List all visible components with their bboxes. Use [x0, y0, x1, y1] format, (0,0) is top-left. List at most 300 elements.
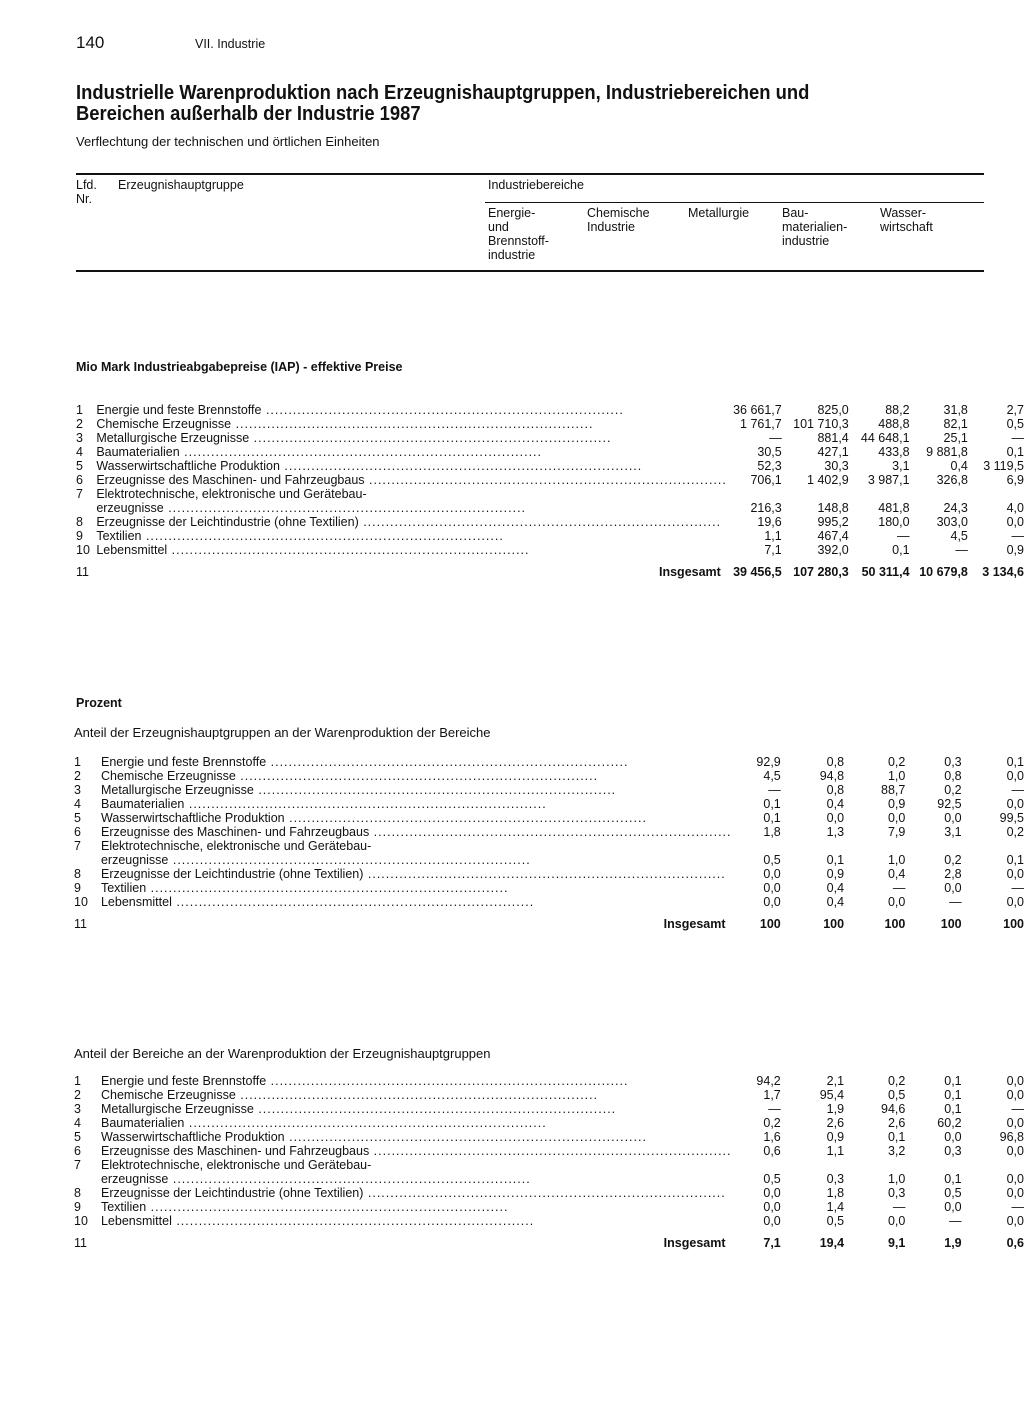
cell-col-5: 0,0: [1006, 1116, 1024, 1130]
row-label: [96, 487, 727, 501]
row-label: [101, 755, 732, 769]
cell-col-4: 0,4: [950, 459, 968, 473]
row-label: [101, 1116, 732, 1130]
row-label-text: Textilien: [96, 529, 142, 543]
leader-dots: ................................................................................: [168, 853, 531, 867]
row-label-text: Erzeugnisse der Leichtindustrie (ohne Textilien): [96, 515, 359, 529]
row-label-text: Textilien: [100, 881, 147, 895]
cell-col-3: 481,8: [878, 501, 910, 515]
leader-dots: ................................................................................: [253, 783, 617, 797]
row-number: 5: [76, 459, 83, 473]
cell-col-3: 44 648,1: [860, 431, 910, 445]
row-number: 10: [76, 543, 90, 557]
cell-col-2: 0,8: [826, 783, 845, 797]
section-3-table: [74, 1074, 1024, 1250]
cell-col-2: 0,9: [826, 867, 845, 881]
row-number: 5: [74, 1130, 81, 1144]
cell-col-2: 1,3: [826, 825, 845, 839]
row-label: [96, 515, 727, 529]
row-label: [101, 1214, 732, 1228]
cell-col-5: —: [1011, 431, 1024, 445]
cell-col-4: 0,1: [944, 1172, 962, 1186]
leader-dots: ................................................................................: [184, 1116, 547, 1130]
row-label-text: Chemische Erzeugnisse: [96, 417, 232, 431]
row-number: [76, 501, 96, 515]
row-label: [96, 543, 727, 557]
cell-col-5: —: [1011, 881, 1024, 895]
table-row: [74, 867, 1024, 881]
cell-col-1: [727, 487, 782, 501]
cell-col-5: 3 134,6: [982, 565, 1024, 579]
cell-col-5: 2,7: [1006, 403, 1024, 417]
leader-dots: ................................................................................: [266, 1074, 629, 1088]
cell-col-5: [962, 1158, 1024, 1172]
row-label-text: erzeugnisse: [96, 501, 164, 515]
cell-col-5: 6,9: [1006, 473, 1024, 487]
table-row: [76, 487, 1024, 501]
cell-col-1: 0,2: [763, 1116, 781, 1130]
cell-col-1: 52,3: [757, 459, 782, 473]
cell-col-4: 0,5: [944, 1186, 962, 1200]
row-label-text: Lebensmittel: [100, 1214, 172, 1228]
cell-col-4: —: [955, 543, 968, 557]
col-head-industry: Industriebereiche: [488, 178, 584, 192]
row-label-text: Erzeugnisse der Leichtindustrie (ohne Textilien): [100, 867, 364, 881]
header-bottom-rule: [76, 270, 984, 272]
cell-col-5: 0,0: [1006, 1186, 1024, 1200]
cell-col-1: 0,0: [763, 1214, 781, 1228]
cell-col-1: 706,1: [750, 473, 782, 487]
cell-col-1: 0,0: [763, 1186, 781, 1200]
row-number: 11: [74, 1236, 87, 1250]
col-head-group: Erzeugnishauptgruppe: [118, 178, 244, 192]
table-row: [74, 1102, 1024, 1116]
cell-col-4: 92,5: [937, 797, 962, 811]
cell-col-3: 0,0: [887, 1214, 906, 1228]
cell-col-3: 488,8: [878, 417, 910, 431]
cell-col-3: [844, 839, 905, 853]
cell-col-2: 1,9: [826, 1102, 845, 1116]
cell-col-5: 0,0: [1006, 1088, 1024, 1102]
cell-col-2: 30,3: [824, 459, 849, 473]
section-2-note: Anteil der Erzeugnishauptgruppen an der Warenproduktion der Bereiche: [74, 725, 491, 740]
col-head-building-materials: Bau- materialien- industrie: [782, 206, 848, 248]
cell-col-4: 2,8: [944, 867, 962, 881]
table-row: [76, 431, 1024, 445]
cell-col-4: [905, 839, 961, 853]
row-label-text: erzeugnisse: [100, 853, 169, 867]
table-row: [74, 825, 1024, 839]
leader-dots: ................................................................................: [179, 445, 543, 459]
row-number: 3: [74, 783, 81, 797]
cell-col-1: [732, 839, 781, 853]
row-label: [101, 1074, 732, 1088]
cell-col-1: 0,0: [763, 895, 781, 909]
row-label-text: Insgesamt: [663, 1236, 726, 1250]
row-label: [101, 881, 732, 895]
leader-dots: ................................................................................: [284, 811, 647, 825]
row-number: 7: [76, 487, 83, 501]
row-number: 7: [74, 839, 81, 853]
cell-col-5: 0,0: [1006, 515, 1024, 529]
cell-col-1: 1 761,7: [740, 417, 782, 431]
row-number: 1: [76, 403, 83, 417]
row-label-text: Baumaterialien: [96, 445, 180, 459]
cell-col-1: 216,3: [750, 501, 782, 515]
row-label-text: Erzeugnisse der Leichtindustrie (ohne Textilien): [100, 1186, 364, 1200]
cell-col-2: 1,4: [826, 1200, 845, 1214]
cell-col-1: 19,6: [757, 515, 782, 529]
cell-col-2: 0,4: [826, 895, 845, 909]
leader-dots: ................................................................................: [369, 1144, 732, 1158]
cell-col-4: 1,9: [944, 1236, 962, 1250]
cell-col-1: 39 456,5: [733, 565, 782, 579]
table-row: [74, 895, 1024, 909]
cell-col-1: —: [768, 783, 781, 797]
row-label: [101, 1088, 732, 1102]
cell-col-4: 0,0: [944, 1200, 962, 1214]
cell-col-3: 1,0: [887, 853, 906, 867]
row-label: [101, 1144, 732, 1158]
col-head-water: Wasser- wirtschaft: [880, 206, 933, 234]
table-row: [76, 403, 1024, 417]
cell-col-3: 0,4: [887, 867, 906, 881]
row-label: [101, 769, 732, 783]
cell-col-2: 427,1: [817, 445, 849, 459]
section-2-table: [74, 755, 1024, 931]
page-subtitle: Verflechtung der technischen und örtlichen Einheiten: [76, 134, 380, 149]
row-number: 8: [76, 515, 83, 529]
cell-col-2: 0,8: [826, 755, 845, 769]
row-number: 10: [74, 1214, 88, 1228]
table-row: [74, 783, 1024, 797]
row-label: [101, 811, 732, 825]
leader-dots: ................................................................................: [284, 1130, 647, 1144]
row-number: 8: [74, 1186, 81, 1200]
cell-col-4: 9 881,8: [926, 445, 968, 459]
cell-col-2: 100: [823, 917, 845, 931]
cell-col-1: 92,9: [756, 755, 781, 769]
row-label: [101, 1158, 732, 1172]
section-1-heading: Mio Mark Industrieabgabepreise (IAP) - effektive Preise: [76, 360, 403, 374]
cell-col-5: [968, 487, 1024, 501]
row-label: [101, 1186, 732, 1200]
row-label: [96, 417, 727, 431]
leader-dots: ................................................................................: [253, 1102, 617, 1116]
cell-col-3: 0,0: [887, 811, 906, 825]
cell-col-5: 96,8: [999, 1130, 1024, 1144]
section-3-note: Anteil der Bereiche an der Warenproduktion der Erzeugnishauptgruppen: [74, 1046, 491, 1061]
cell-col-2: 148,8: [817, 501, 849, 515]
row-label-text: Elektrotechnische, elektronische und Gerätebau-: [100, 839, 372, 853]
row-label: [96, 403, 727, 417]
chapter-title: VII. Industrie: [195, 37, 266, 51]
row-label-text: Energie und feste Brennstoffe: [100, 1074, 267, 1088]
section-2-heading: Prozent: [76, 696, 122, 710]
cell-col-3: 88,2: [885, 403, 910, 417]
cell-col-4: 3,1: [944, 825, 962, 839]
cell-col-1: 0,6: [763, 1144, 781, 1158]
cell-col-1: —: [768, 1102, 781, 1116]
cell-col-4: 60,2: [937, 1116, 962, 1130]
row-label: [96, 459, 727, 473]
cell-col-2: 1,8: [826, 1186, 845, 1200]
row-number: 2: [74, 769, 81, 783]
cell-col-2: 2,6: [826, 1116, 845, 1130]
row-label-text: erzeugnisse: [100, 1172, 169, 1186]
row-label: [96, 501, 727, 515]
row-label: [101, 867, 732, 881]
row-number: 7: [74, 1158, 81, 1172]
row-label-text: Elektrotechnische, elektronische und Gerätebau-: [100, 1158, 372, 1172]
row-number: 6: [74, 825, 81, 839]
row-label-text: Elektrotechnische, elektronische und Gerätebau-: [96, 487, 367, 501]
cell-col-3: 1,0: [887, 1172, 906, 1186]
cell-col-3: 100: [884, 917, 906, 931]
cell-col-3: [844, 1158, 905, 1172]
row-label-text: Wasserwirtschaftliche Produktion: [100, 811, 285, 825]
row-label-text: Chemische Erzeugnisse: [100, 1088, 236, 1102]
cell-col-2: 1,1: [826, 1144, 845, 1158]
cell-col-4: 0,1: [944, 1074, 962, 1088]
cell-col-2: [781, 1158, 844, 1172]
cell-col-4: 326,8: [936, 473, 968, 487]
row-label-text: Lebensmittel: [96, 543, 168, 557]
cell-col-3: 1,0: [887, 769, 906, 783]
cell-col-5: 0,9: [1006, 543, 1024, 557]
cell-col-5: 4,0: [1006, 501, 1024, 515]
cell-col-4: 31,8: [943, 403, 968, 417]
leader-dots: ................................................................................: [235, 769, 599, 783]
cell-col-1: 0,1: [763, 797, 781, 811]
col-head-energy: Energie- und Brennstoff- industrie: [488, 206, 549, 262]
row-number: 3: [74, 1102, 81, 1116]
cell-col-3: 0,1: [892, 543, 910, 557]
cell-col-5: 0,0: [1006, 895, 1024, 909]
cell-col-2: 0,3: [826, 1172, 845, 1186]
leader-dots: ................................................................................: [171, 895, 535, 909]
cell-col-4: 0,8: [944, 769, 962, 783]
cell-col-4: 25,1: [943, 431, 968, 445]
cell-col-4: 0,0: [944, 1130, 962, 1144]
leader-dots: ................................................................................: [231, 417, 594, 431]
table-row: [74, 1172, 1024, 1186]
page-number: 140: [76, 33, 105, 52]
table-row: [74, 769, 1024, 783]
row-number: 4: [74, 1116, 81, 1130]
cell-col-1: 1,6: [763, 1130, 781, 1144]
table-row: [76, 473, 1024, 487]
cell-col-2: 19,4: [819, 1236, 845, 1250]
row-label: [96, 473, 727, 487]
cell-col-4: —: [949, 895, 962, 909]
row-number: [74, 1172, 101, 1186]
cell-col-1: 4,5: [763, 769, 781, 783]
row-number: 2: [76, 417, 83, 431]
row-number: 1: [74, 755, 81, 769]
cell-col-3: 0,0: [887, 895, 906, 909]
cell-col-4: 24,3: [943, 501, 968, 515]
cell-col-1: 100: [759, 917, 781, 931]
table-row: [76, 445, 1024, 459]
row-label: [101, 797, 732, 811]
leader-dots: ................................................................................: [141, 529, 504, 543]
leader-dots: ................................................................................: [167, 543, 530, 557]
row-number: 9: [74, 881, 81, 895]
row-label: [101, 1228, 732, 1250]
cell-col-4: [905, 1158, 961, 1172]
table-row: [74, 1158, 1024, 1172]
cell-col-2: 0,4: [826, 797, 845, 811]
row-label-text: Textilien: [100, 1200, 147, 1214]
row-label-text: Insgesamt: [663, 917, 726, 931]
cell-col-3: 433,8: [878, 445, 910, 459]
cell-col-3: 0,5: [887, 1088, 906, 1102]
leader-dots: ................................................................................: [363, 1186, 726, 1200]
row-label-text: Energie und feste Brennstoffe: [100, 755, 267, 769]
cell-col-5: 0,0: [1006, 1172, 1024, 1186]
cell-col-2: 0,4: [826, 881, 845, 895]
row-label: [101, 1130, 732, 1144]
cell-col-3: —: [892, 881, 906, 895]
leader-dots: ................................................................................: [261, 403, 624, 417]
cell-col-5: 0,0: [1006, 769, 1024, 783]
row-number: 3: [76, 431, 83, 445]
table-row: [74, 1074, 1024, 1088]
cell-col-2: 467,4: [817, 529, 849, 543]
row-label: [96, 445, 727, 459]
row-number: 2: [74, 1088, 81, 1102]
leader-dots: ................................................................................: [146, 881, 509, 895]
total-row: [74, 909, 1024, 931]
cell-col-2: 0,9: [826, 1130, 845, 1144]
cell-col-5: —: [1011, 529, 1024, 543]
cell-col-3: 0,1: [887, 1130, 906, 1144]
leader-dots: ................................................................................: [364, 473, 727, 487]
cell-col-3: 94,6: [881, 1102, 906, 1116]
table-row: [74, 1116, 1024, 1130]
cell-col-4: 0,2: [944, 853, 962, 867]
cell-col-5: 0,0: [1006, 1074, 1024, 1088]
row-number: [74, 853, 101, 867]
cell-col-4: 4,5: [950, 529, 968, 543]
cell-col-4: —: [949, 1214, 962, 1228]
cell-col-2: 995,2: [817, 515, 849, 529]
row-number: 6: [74, 1144, 81, 1158]
cell-col-5: 0,0: [1006, 797, 1024, 811]
leader-dots: ................................................................................: [168, 1172, 531, 1186]
cell-col-4: [910, 487, 968, 501]
leader-dots: ................................................................................: [279, 459, 643, 473]
row-label: [101, 839, 732, 853]
table-row: [74, 1214, 1024, 1228]
row-label-text: Energie und feste Brennstoffe: [96, 403, 262, 417]
cell-col-3: 0,9: [887, 797, 906, 811]
cell-col-5: 0,1: [1006, 445, 1024, 459]
cell-col-4: 303,0: [936, 515, 968, 529]
page-title: Industrielle Warenproduktion nach Erzeugnishauptgruppen, Industriebereichen und Bereichen außerhalb der Industrie 1987: [76, 82, 810, 125]
cell-col-4: 0,0: [944, 881, 962, 895]
cell-col-4: 0,2: [944, 783, 962, 797]
leader-dots: ................................................................................: [163, 501, 527, 515]
leader-dots: ................................................................................: [171, 1214, 535, 1228]
cell-col-2: 0,5: [826, 1214, 845, 1228]
row-number: 11: [74, 917, 87, 931]
leader-dots: ................................................................................: [235, 1088, 599, 1102]
cell-col-3: 3 987,1: [867, 473, 910, 487]
table-row: [74, 797, 1024, 811]
header-top-rule: [76, 173, 984, 175]
row-label: [101, 895, 732, 909]
section-1-table: [76, 403, 1024, 579]
row-number: 9: [74, 1200, 81, 1214]
cell-col-2: 2,1: [826, 1074, 845, 1088]
cell-col-5: [962, 839, 1024, 853]
row-number: 6: [76, 473, 83, 487]
total-row: [76, 557, 1024, 579]
row-number: 1: [74, 1074, 81, 1088]
row-label: [96, 557, 727, 579]
row-label: [101, 1102, 732, 1116]
cell-col-1: 0,0: [763, 867, 781, 881]
cell-col-3: 180,0: [878, 515, 910, 529]
table-row: [76, 515, 1024, 529]
col-head-chemistry: Chemische Industrie: [587, 206, 650, 234]
cell-col-5: 0,1: [1006, 755, 1024, 769]
col-head-metallurgy: Metallurgie: [688, 206, 750, 220]
row-label: [101, 1200, 732, 1214]
row-label-text: Chemische Erzeugnisse: [100, 769, 236, 783]
leader-dots: ................................................................................: [266, 755, 629, 769]
leader-dots: ................................................................................: [146, 1200, 509, 1214]
cell-col-5: —: [1011, 1102, 1024, 1116]
cell-col-5: —: [1011, 1200, 1024, 1214]
row-label: [96, 431, 727, 445]
cell-col-1: —: [769, 431, 782, 445]
cell-col-2: 881,4: [817, 431, 849, 445]
row-label-text: Metallurgische Erzeugnisse: [100, 783, 254, 797]
cell-col-3: —: [892, 1200, 906, 1214]
leader-dots: ................................................................................: [184, 797, 547, 811]
industry-rule: [485, 202, 984, 203]
row-label: [101, 853, 732, 867]
row-label-text: Erzeugnisse des Maschinen- und Fahrzeugbaus: [100, 1144, 370, 1158]
row-number: 4: [74, 797, 81, 811]
table-row: [74, 1088, 1024, 1102]
col-head-nr: Lfd. Nr.: [76, 178, 97, 206]
row-number: 5: [74, 811, 81, 825]
row-label-text: Erzeugnisse des Maschinen- und Fahrzeugbaus: [100, 825, 370, 839]
cell-col-3: 50 311,4: [861, 565, 910, 579]
cell-col-3: 0,2: [887, 755, 906, 769]
cell-col-4: 100: [940, 917, 962, 931]
cell-col-1: 94,2: [756, 1074, 781, 1088]
table-row: [74, 881, 1024, 895]
table-row: [76, 501, 1024, 515]
row-label: [101, 1172, 732, 1186]
cell-col-2: 101 710,3: [793, 417, 849, 431]
table-row: [76, 529, 1024, 543]
table-row: [74, 811, 1024, 825]
cell-col-5: 3 119,5: [983, 459, 1024, 473]
table-row: [76, 543, 1024, 557]
table-row: [74, 1130, 1024, 1144]
cell-col-5: 0,5: [1006, 417, 1024, 431]
cell-col-3: 2,6: [887, 1116, 906, 1130]
total-row: [74, 1228, 1024, 1250]
cell-col-4: 0,3: [944, 755, 962, 769]
cell-col-5: 0,0: [1006, 1144, 1024, 1158]
